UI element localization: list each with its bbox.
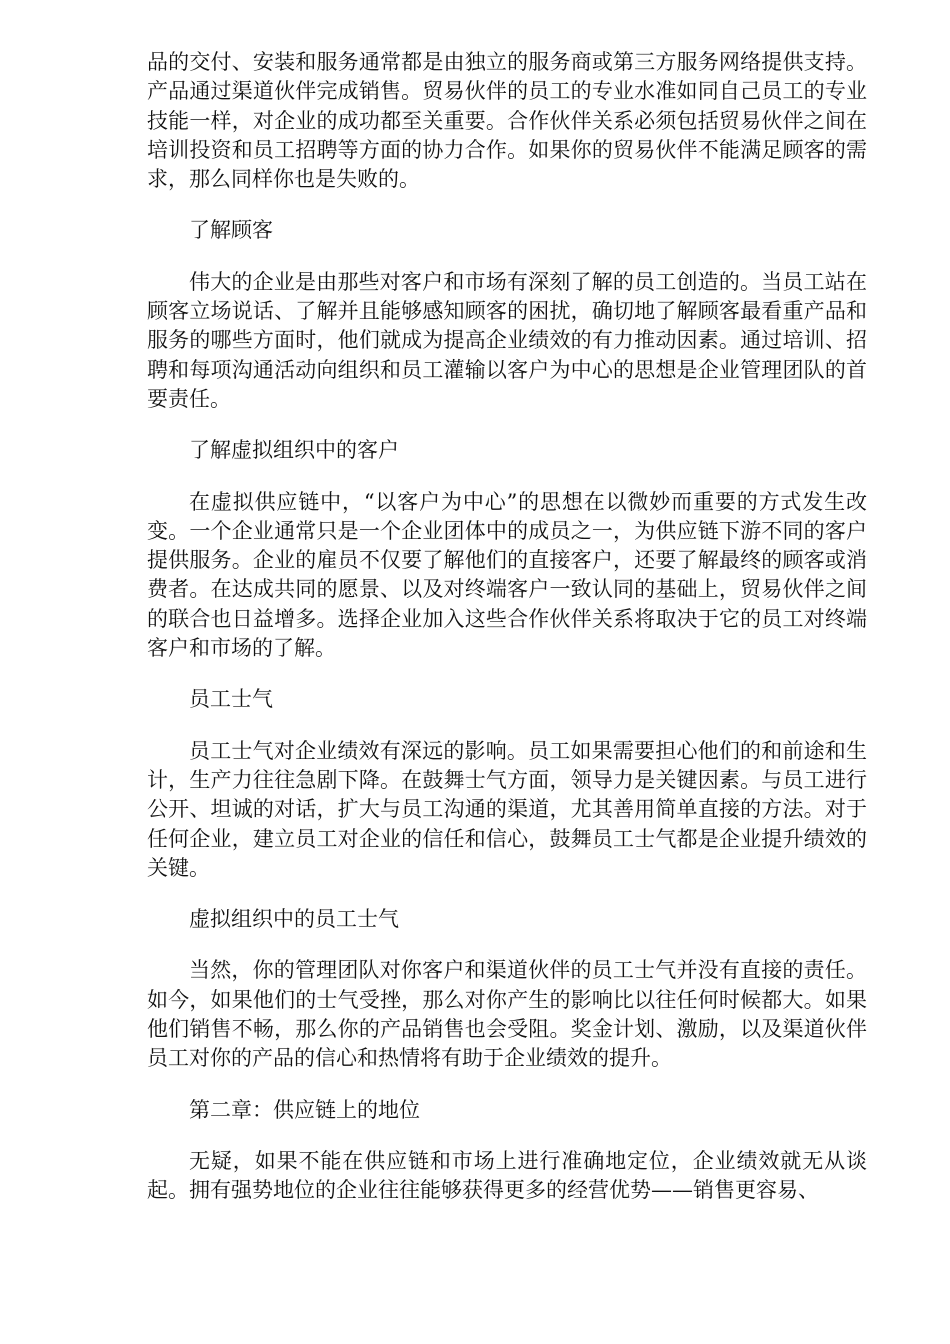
paragraph-intro: 品的交付、安装和服务通常都是由独立的服务商或第三方服务网络提供支持。产品通过渠道伙伴完成销售。贸易伙伴的员工的专业水准如同自己员工的专业技能一样，对企业的成功都至关重要。合作伙伴关系必须包括贸易伙伴之间在培训投资和员工招聘等方面的协力合作。如果你的贸易伙伴不能满足顾客的需求，那么同样你也是失败的。 [147,50,867,192]
document-page [147,48,867,1228]
heading-virtual-customers: 了解虚拟组织中的客户 [189,438,399,463]
paragraph-employee-morale: 员工士气对企业绩效有深远的影响。员工如果需要担心他们的和前途和生计，生产力往往急剧下降。在鼓舞士气方面，领导力是关键因素。与员工进行公开、坦诚的对话，扩大与员工沟通的渠道，尤其善用简单直接的方法。对于任何企业，建立员工对企业的信任和信心，鼓舞员工士气都是企业提升绩效的关键。 [147,738,867,880]
paragraph-chapter-two: 无疑，如果不能在供应链和市场上进行准确地定位，企业绩效就无从谈起。拥有强势地位的企业往往能够获得更多的经营优势——销售更容易、 [147,1148,867,1203]
paragraph-virtual-morale: 当然，你的管理团队对你客户和渠道伙伴的员工士气并没有直接的责任。如今，如果他们的士气受挫，那么对你产生的影响比以往任何时候都大。如果他们销售不畅，那么你的产品销售也会受阻。奖金计划、激励，以及渠道伙伴员工对你的产品的信心和热情将有助于企业绩效的提升。 [147,958,867,1071]
paragraph-virtual-customers: 在虚拟供应链中，“以客户为中心”的思想在以微妙而重要的方式发生改变。一个企业通常只是一个企业团体中的成员之一，为供应链下游不同的客户提供服务。企业的雇员不仅要了解他们的直接客户，还要了解最终的顾客或消费者。在达成共同的愿景、以及对终端客户一致认同的基础上，贸易伙伴之间的联合也日益增多。选择企业加入这些合作伙伴关系将取决于它的员工对终端客户和市场的了解。 [147,489,867,661]
heading-chapter-two: 第二章：供应链上的地位 [189,1097,420,1122]
paragraph-know-customers: 伟大的企业是由那些对客户和市场有深刻了解的员工创造的。当员工站在顾客立场说话、了解并且能够感知顾客的困扰，确切地了解顾客最看重产品和服务的哪些方面时，他们就成为提高企业绩效的有力推动因素。通过培训、招聘和每项沟通活动向组织和员工灌输以客户为中心的思想是企业管理团队的首要责任。 [147,269,867,411]
heading-employee-morale: 员工士气 [189,687,273,712]
heading-know-customers: 了解顾客 [189,218,273,243]
heading-virtual-morale: 虚拟组织中的员工士气 [189,907,399,932]
